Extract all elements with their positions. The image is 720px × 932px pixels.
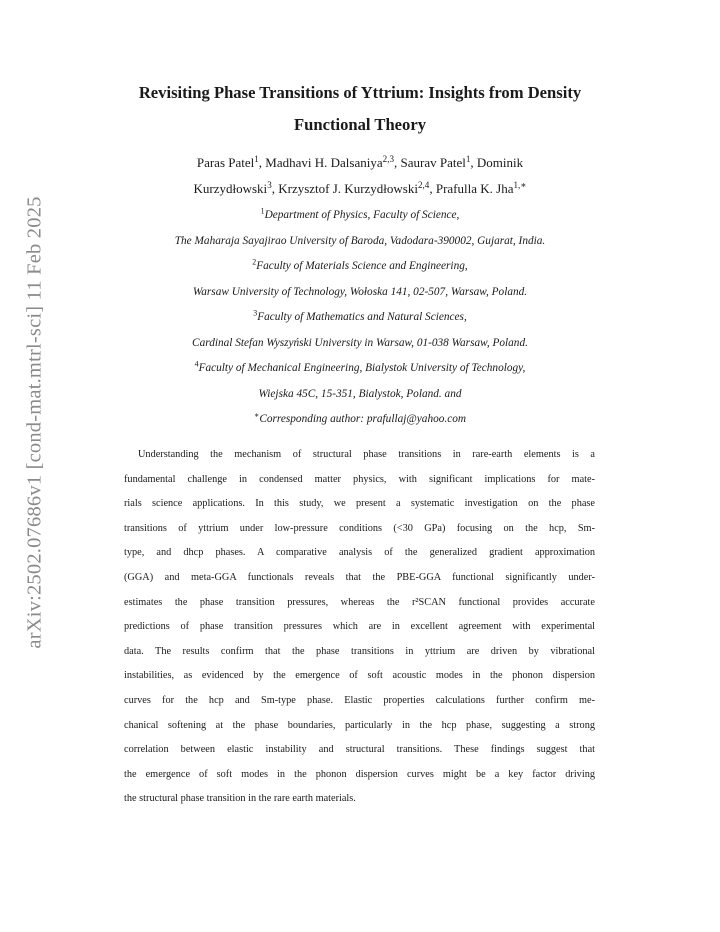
arxiv-identifier-stamp — [16, 172, 54, 672]
affiliation-line: $^3$Faculty of Mathematics and Natural Sciences, — [253, 308, 467, 323]
author-name: Kurzydłowski — [193, 181, 268, 196]
abstract-line: predictions of phase transition pressures which are in excellent agreement with experimental — [124, 621, 595, 633]
paper-title — [70, 77, 650, 141]
author-name: Saurav Patel — [400, 155, 466, 170]
affiliation-line: Wiejska 45C, 15-351, Bialystok, Poland. and — [258, 387, 462, 400]
abstract — [124, 443, 595, 812]
abstract-line: curves for the hcp and Sm-type phase. Elastic properties calculations further confirm me- — [124, 694, 595, 706]
author-line-1: Paras Patel$^1$, Madhavi H. Dalsaniya$^{2,3}$, Saurav Patel$^1$, Dominik — [196, 154, 524, 170]
title-line-1: Revisiting Phase Transitions of Yttrium: Insights from Density — [138, 83, 582, 102]
abstract-line: Understanding the mechanism of structural phase transitions in rare-earth elements is a — [138, 449, 595, 460]
affiliation-mark: 2 — [252, 257, 257, 267]
abstract-line: (GGA) and meta-GGA functionals reveals that the PBE-GGA functional significantly under- — [124, 571, 595, 583]
abstract-line: the emergence of soft modes in the phonon dispersion curves might be a key factor driving — [124, 768, 595, 780]
affiliation-line: $^2$Faculty of Materials Science and Engineering, — [252, 257, 468, 272]
affiliation-mark: 4 — [194, 359, 199, 369]
author-name: Dominik — [476, 155, 524, 170]
affiliation-mark: ∗ — [253, 410, 260, 420]
abstract-line: the structural phase transition in the rare earth materials. — [124, 793, 356, 805]
author-name: Prafulla K. Jha — [435, 181, 514, 196]
abstract-line: chanical softening at the phase boundaries, particularly in the hcp phase, suggesting a strong — [124, 719, 595, 731]
author-name: Madhavi H. Dalsaniya — [265, 155, 383, 170]
abstract-line: instabilities, as evidenced by the emergence of soft acoustic modes in the phonon dispersion — [124, 670, 595, 682]
author-affiliation-mark: 3 — [267, 180, 272, 190]
affiliation-line: Cardinal Stefan Wyszyński University in Warsaw, 01-038 Warsaw, Poland. — [192, 336, 528, 349]
author-affiliation-mark: 2,3 — [382, 154, 395, 164]
title-line-2: Functional Theory — [294, 115, 426, 134]
author-affiliation-mark: 2,4 — [417, 180, 430, 190]
abstract-line: fundamental challenge in condensed matter physics, with significant implications for mate- — [124, 473, 595, 485]
affiliation-line: $^1$Department of Physics, Faculty of Science, — [260, 206, 460, 221]
affiliation-mark: 3 — [253, 308, 258, 318]
affiliation-line: The Maharaja Sayajirao University of Baroda, Vadodara-390002, Gujarat, India. — [174, 234, 546, 247]
author-name: Paras Patel — [196, 155, 255, 170]
author-name: Krzysztof J. Kurzydłowski — [278, 181, 418, 196]
abstract-line: data. The results confirm that the phase transitions in yttrium are driven by vibrational — [124, 645, 595, 657]
arxiv-stamp-text: arXiv:2502.07686v1 [cond-mat.mtrl-sci] 11 Feb 2025 — [23, 195, 46, 649]
abstract-line: correlation between elastic instability and structural transitions. These findings suggest that — [124, 744, 595, 756]
author-line-2: Kurzydłowski$^3$, Krzysztof J. Kurzydłowski$^{2,4}$, Prafulla K. Jha$^{1,∗}$ — [193, 180, 527, 196]
affiliation-line: Warsaw University of Technology, Wołoska 141, 02-507, Warsaw, Poland. — [192, 285, 528, 298]
affiliation-line: $^4$Faculty of Mechanical Engineering, Bialystok University of Technology, — [194, 359, 526, 374]
affiliations — [100, 203, 620, 433]
author-affiliation-mark: 1,∗ — [513, 180, 527, 190]
affiliation-mark: 1 — [260, 206, 265, 216]
author-affiliation-mark: 1 — [465, 154, 471, 164]
abstract-line: rials science applications. In this study, we present a systematic investigation on the phase — [124, 498, 595, 510]
abstract-line: type, and dhcp phases. A comparative analysis of the generalized gradient approximation — [124, 547, 595, 559]
abstract-line: transitions of yttrium under low-pressure conditions (<30 GPa) focusing on the hcp, Sm- — [124, 522, 595, 534]
abstract-line: estimates the phase transition pressures, whereas the r²SCAN functional provides accurate — [124, 596, 595, 608]
corresponding-author: ∗Corresponding author: prafullaj@yahoo.com — [253, 410, 467, 425]
author-affiliation-mark: 1 — [254, 154, 259, 164]
author-list — [100, 150, 620, 202]
